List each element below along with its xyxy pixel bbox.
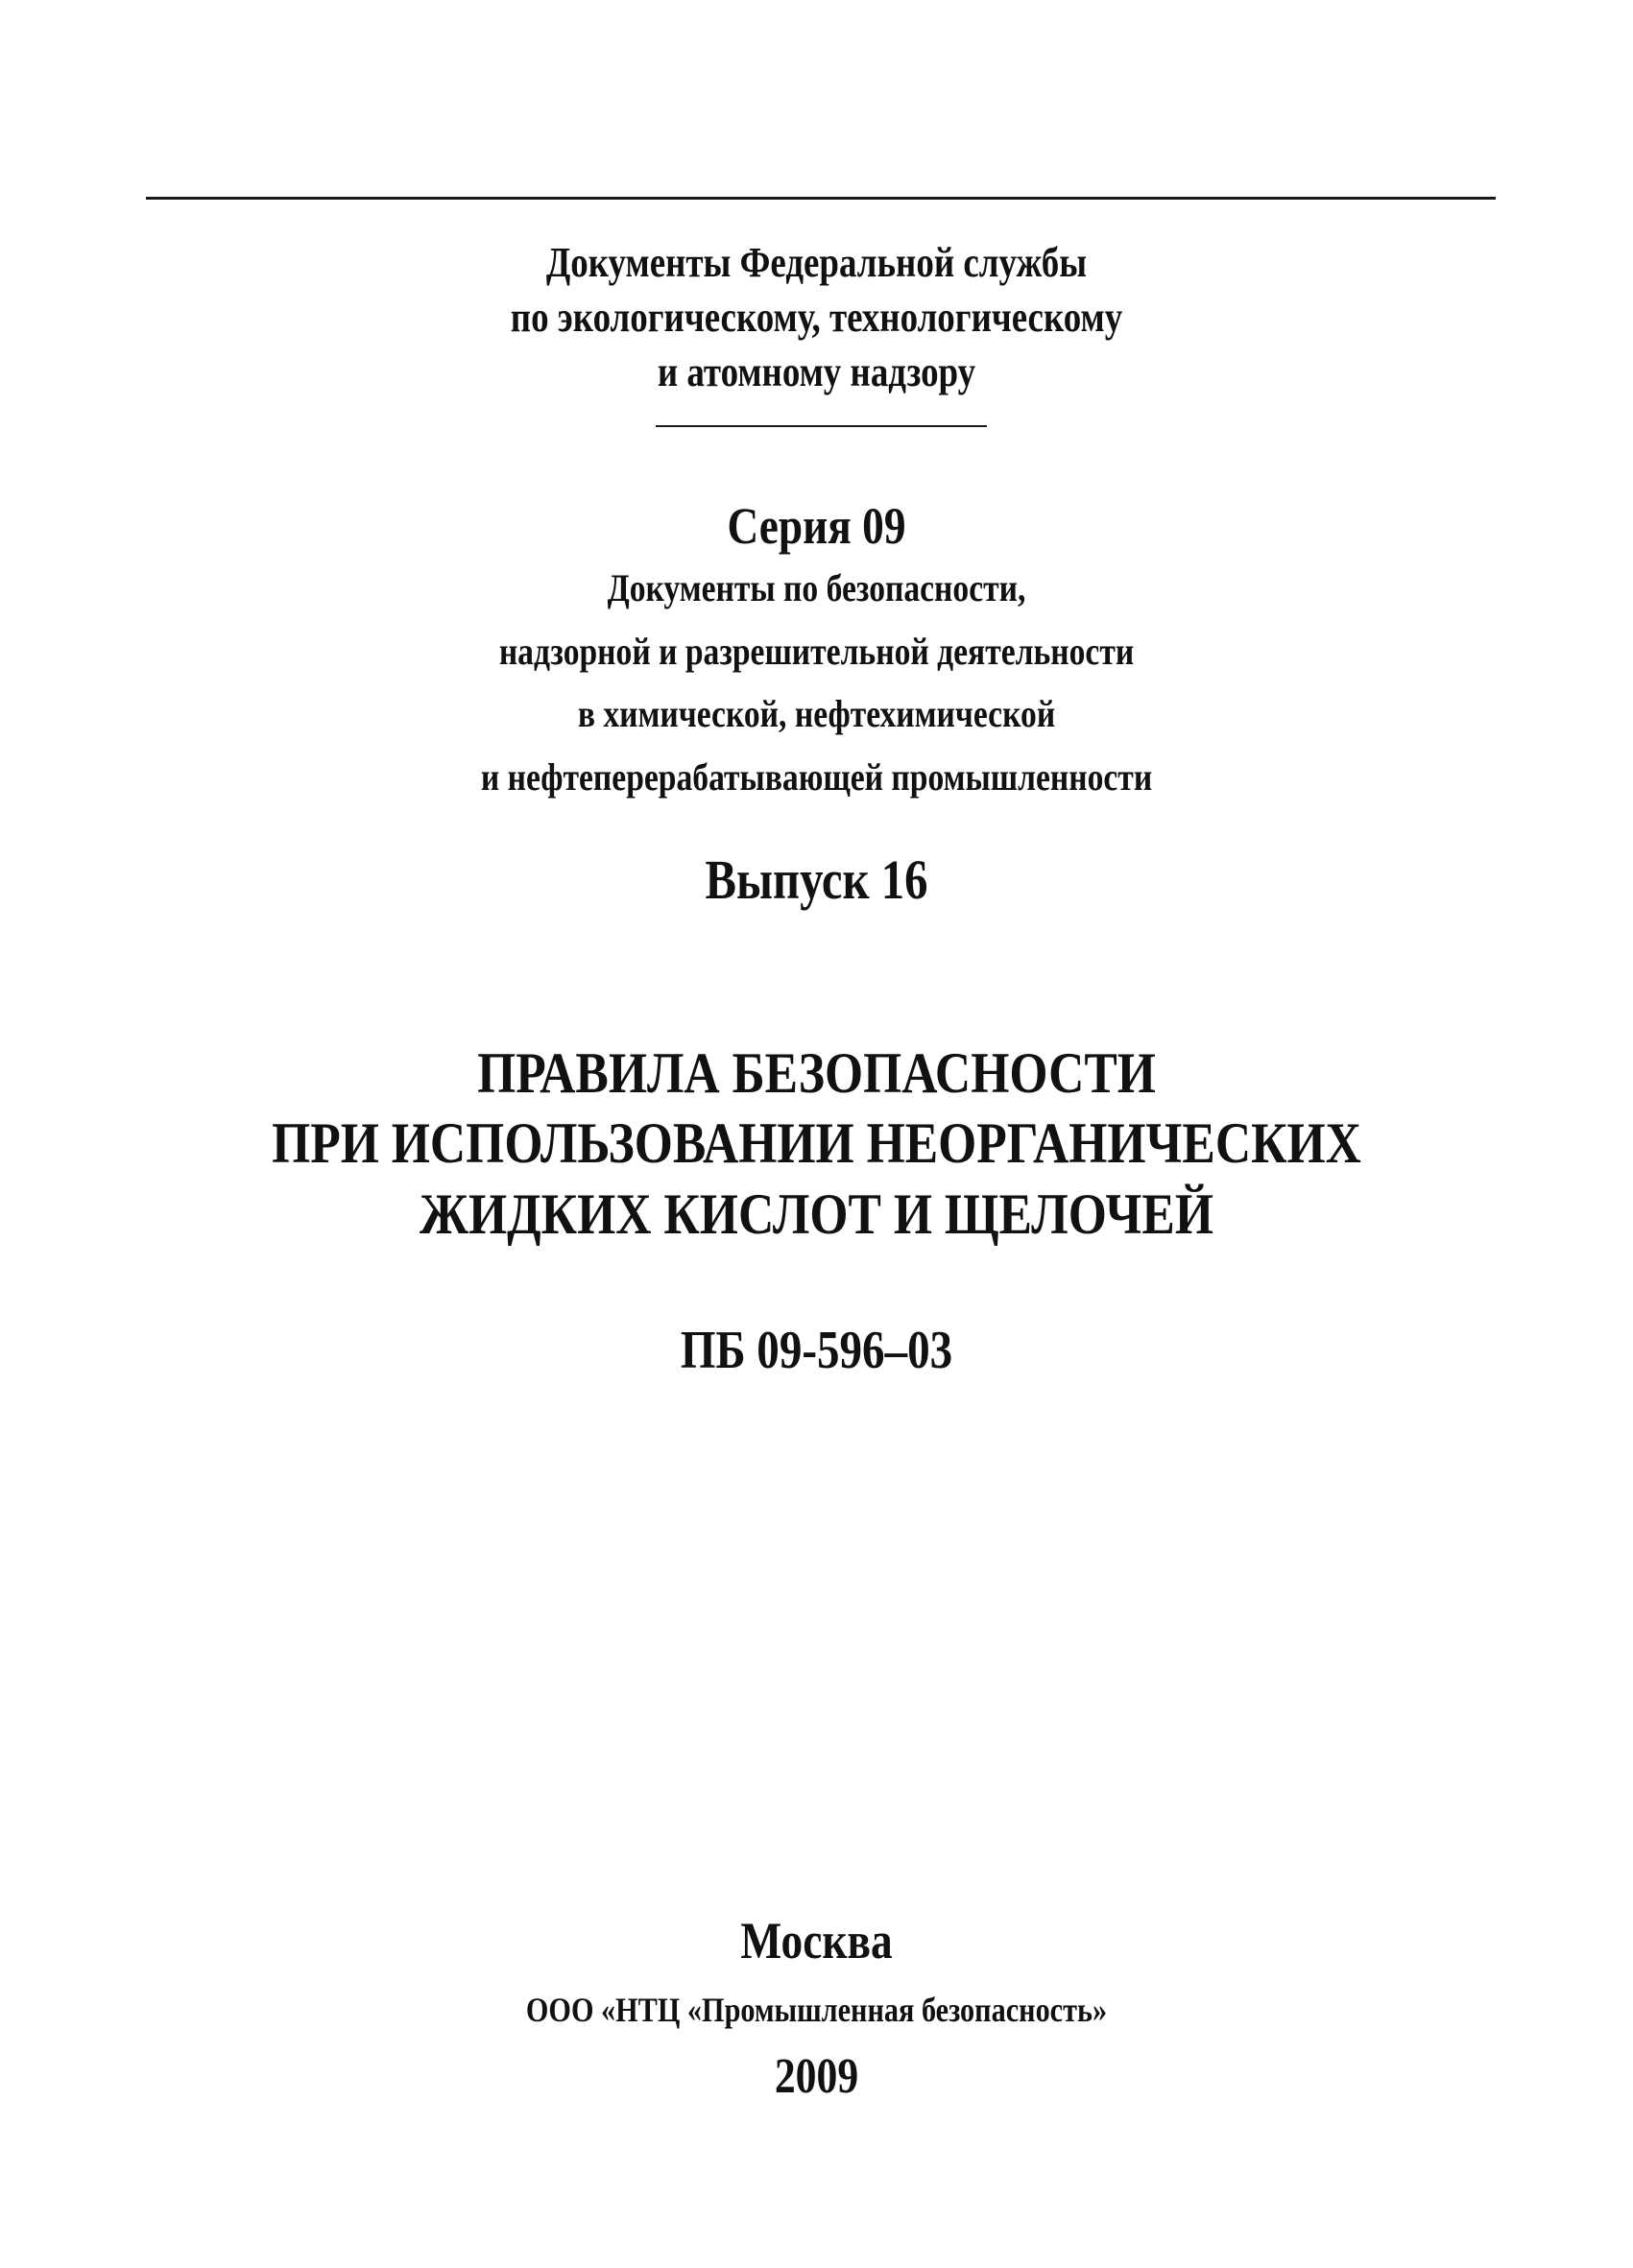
issue-number: Выпуск 16	[705, 848, 928, 911]
document-title-line-2: ПРИ ИСПОЛЬЗОВАНИИ НЕОРГАНИЧЕСКИХ	[272, 1111, 1361, 1175]
agency-line-2: по экологическому, технологическому	[510, 294, 1123, 341]
agency-line-3: и атомному надзору	[657, 348, 976, 395]
agency-divider-line	[656, 425, 987, 427]
document-title-line-1: ПРАВИЛА БЕЗОПАСНОСТИ	[477, 1041, 1156, 1105]
document-title-line-3: ЖИДКИХ КИСЛОТ И ЩЕЛОЧЕЙ	[420, 1182, 1213, 1246]
agency-line-1: Документы Федеральной службы	[545, 239, 1088, 286]
series-description-line-4: и нефтеперерабатывающей промышленности	[480, 755, 1153, 799]
publication-year: 2009	[774, 2049, 859, 2104]
document-code: ПБ 09-596–03	[680, 1321, 953, 1380]
series-title: Серия 09	[727, 497, 906, 555]
top-divider-line	[146, 197, 1496, 200]
publication-city: Москва	[740, 1912, 893, 1970]
series-description-line-3: в химической, нефтехимической	[577, 692, 1056, 735]
publisher-name: ООО «НТЦ «Промышленная безопасность»	[525, 1991, 1108, 2029]
series-description-line-2: надзорной и разрешительной деятельности	[498, 630, 1135, 673]
series-description-line-1: Документы по безопасности,	[607, 566, 1026, 609]
